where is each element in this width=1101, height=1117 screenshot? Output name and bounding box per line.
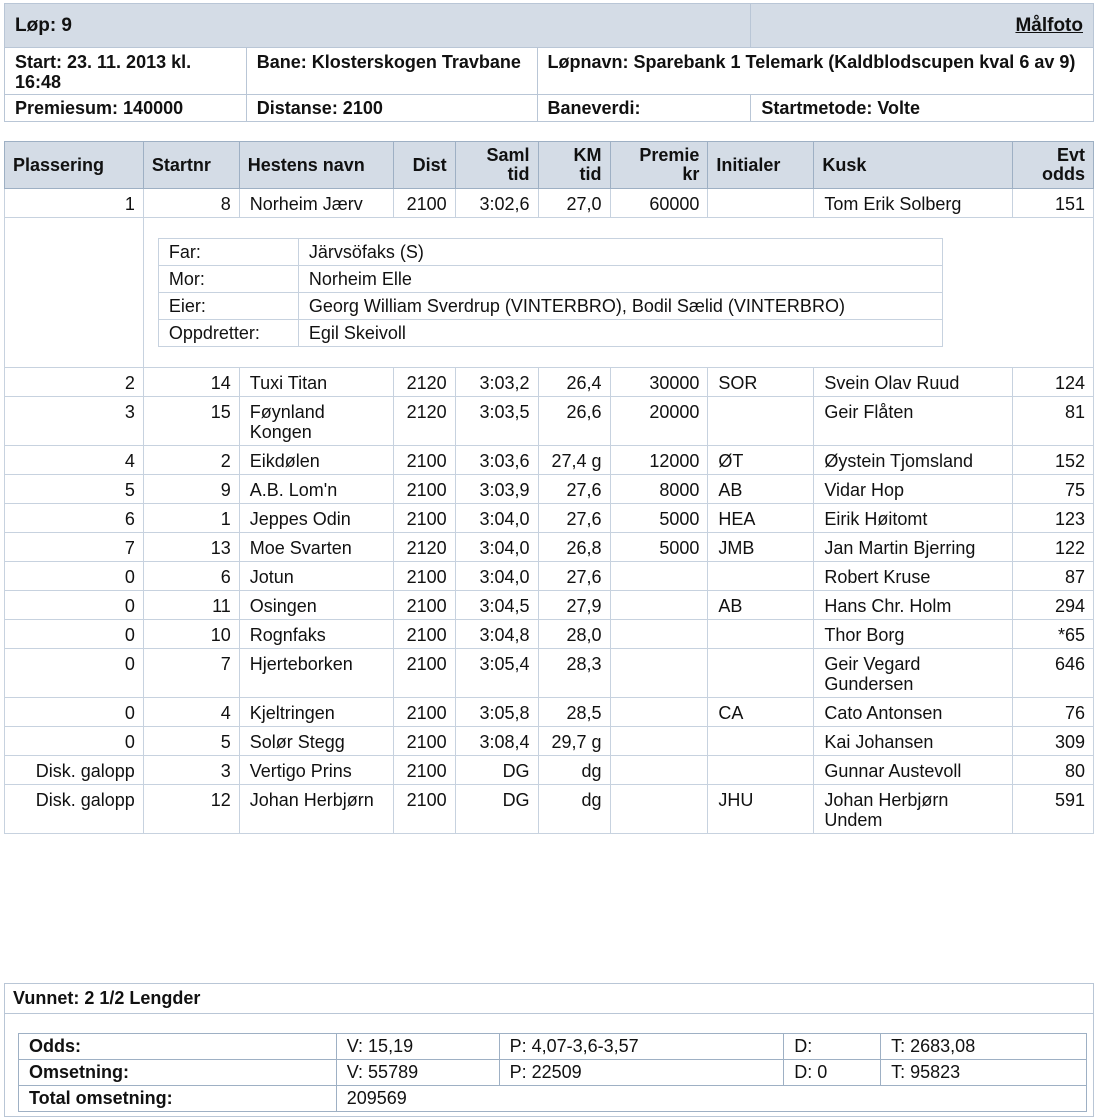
race-info-table: [4, 3, 1094, 122]
cell-startnr: 8: [143, 189, 239, 218]
cell-place: 0: [5, 562, 144, 591]
table-row[interactable]: [5, 727, 1094, 756]
horse-detail-table: [158, 238, 943, 347]
cell-dist: 2120: [393, 533, 455, 562]
cell-horse: Rognfaks: [239, 620, 393, 649]
col-header-startnr[interactable]: Startnr: [143, 142, 239, 189]
mother-label: Mor:: [158, 266, 298, 293]
cell-startnr: 9: [143, 475, 239, 504]
cell-odds: 151: [1013, 189, 1094, 218]
col-header-horse[interactable]: Hestens navn: [239, 142, 393, 189]
photo-finish-link[interactable]: Målfoto: [751, 4, 1094, 48]
cell-dist: 2100: [393, 504, 455, 533]
cell-total-time: DG: [455, 756, 538, 785]
cell-horse: Tuxi Titan: [239, 368, 393, 397]
cell-dist: 2100: [393, 446, 455, 475]
cell-initials: SOR: [708, 368, 814, 397]
cell-prize: 5000: [610, 533, 708, 562]
cell-km-time: 28,3: [538, 649, 610, 698]
cell-prize: 5000: [610, 504, 708, 533]
cell-total-time: 3:04,0: [455, 562, 538, 591]
cell-total-time: 3:05,4: [455, 649, 538, 698]
cell-km-time: dg: [538, 785, 610, 834]
cell-initials: AB: [708, 475, 814, 504]
odds-d: D:: [784, 1034, 881, 1060]
cell-initials: [708, 649, 814, 698]
cell-dist: 2100: [393, 698, 455, 727]
race-prize-sum: Premiesum: 140000: [5, 95, 247, 122]
cell-odds: 152: [1013, 446, 1094, 475]
col-header-total-time[interactable]: Saml tid: [455, 142, 538, 189]
race-track: Bane: Klosterskogen Travbane: [246, 48, 537, 95]
cell-horse: Osingen: [239, 591, 393, 620]
cell-prize: 12000: [610, 446, 708, 475]
turnover-v: V: 55789: [336, 1060, 499, 1086]
cell-driver: Hans Chr. Holm: [814, 591, 1013, 620]
cell-total-time: 3:03,2: [455, 368, 538, 397]
cell-dist: 2100: [393, 562, 455, 591]
cell-prize: 60000: [610, 189, 708, 218]
cell-horse: Solør Stegg: [239, 727, 393, 756]
cell-odds: *65: [1013, 620, 1094, 649]
owner-label: Eier:: [158, 293, 298, 320]
cell-initials: [708, 727, 814, 756]
cell-initials: [708, 189, 814, 218]
cell-horse: Hjerteborken: [239, 649, 393, 698]
cell-horse: A.B. Lom'n: [239, 475, 393, 504]
cell-startnr: 14: [143, 368, 239, 397]
cell-initials: AB: [708, 591, 814, 620]
race-start: Start: 23. 11. 2013 kl. 16:48: [5, 48, 247, 95]
mother-value: Norheim Elle: [298, 266, 942, 293]
results-header-row: [5, 142, 1094, 189]
odds-t: T: 2683,08: [881, 1034, 1087, 1060]
cell-prize: 30000: [610, 368, 708, 397]
cell-total-time: 3:04,8: [455, 620, 538, 649]
cell-driver: Geir Flåten: [814, 397, 1013, 446]
cell-horse: Eikdølen: [239, 446, 393, 475]
cell-initials: [708, 756, 814, 785]
cell-odds: 76: [1013, 698, 1094, 727]
breeder-label: Oppdretter:: [158, 320, 298, 347]
turnover-p: P: 22509: [499, 1060, 784, 1086]
cell-startnr: 3: [143, 756, 239, 785]
cell-driver: Vidar Hop: [814, 475, 1013, 504]
cell-horse: Jotun: [239, 562, 393, 591]
cell-driver: Johan Herbjørn Undem: [814, 785, 1013, 834]
cell-driver: Cato Antonsen: [814, 698, 1013, 727]
race-start-method: Startmetode: Volte: [751, 95, 1094, 122]
owner-value: Georg William Sverdrup (VINTERBRO), Bodil Sælid (VINTERBRO): [298, 293, 942, 320]
cell-place: 0: [5, 698, 144, 727]
cell-place: 0: [5, 620, 144, 649]
cell-horse: Kjeltringen: [239, 698, 393, 727]
cell-prize: [610, 698, 708, 727]
cell-odds: 591: [1013, 785, 1094, 834]
cell-startnr: 1: [143, 504, 239, 533]
cell-initials: [708, 562, 814, 591]
cell-place: 7: [5, 533, 144, 562]
cell-startnr: 11: [143, 591, 239, 620]
cell-startnr: 12: [143, 785, 239, 834]
cell-prize: 20000: [610, 397, 708, 446]
horse-detail-cell: [143, 218, 1093, 368]
cell-initials: [708, 620, 814, 649]
cell-initials: HEA: [708, 504, 814, 533]
turnover-d: D: 0: [784, 1060, 881, 1086]
total-turnover-label: Total omsetning:: [19, 1086, 337, 1112]
cell-driver: Robert Kruse: [814, 562, 1013, 591]
cell-place: 0: [5, 727, 144, 756]
cell-total-time: 3:04,0: [455, 504, 538, 533]
cell-prize: [610, 620, 708, 649]
cell-dist: 2100: [393, 475, 455, 504]
cell-place: 6: [5, 504, 144, 533]
cell-km-time: 26,8: [538, 533, 610, 562]
col-header-prize[interactable]: Premie kr: [610, 142, 708, 189]
cell-place: 0: [5, 591, 144, 620]
cell-initials: [708, 397, 814, 446]
table-row[interactable]: [5, 504, 1094, 533]
cell-dist: 2100: [393, 785, 455, 834]
cell-startnr: 15: [143, 397, 239, 446]
cell-odds: 122: [1013, 533, 1094, 562]
odds-label: Odds:: [19, 1034, 337, 1060]
cell-odds: 124: [1013, 368, 1094, 397]
col-header-driver[interactable]: Kusk: [814, 142, 1013, 189]
cell-dist: 2100: [393, 756, 455, 785]
cell-prize: [610, 591, 708, 620]
table-row[interactable]: [5, 475, 1094, 504]
cell-place: 1: [5, 189, 144, 218]
cell-horse: Føynland Kongen: [239, 397, 393, 446]
cell-initials: JMB: [708, 533, 814, 562]
cell-initials: JHU: [708, 785, 814, 834]
table-row[interactable]: [5, 591, 1094, 620]
cell-horse: Jeppes Odin: [239, 504, 393, 533]
cell-startnr: 7: [143, 649, 239, 698]
table-row[interactable]: [5, 562, 1094, 591]
cell-km-time: 26,4: [538, 368, 610, 397]
cell-total-time: 3:08,4: [455, 727, 538, 756]
table-row[interactable]: [5, 756, 1094, 785]
cell-total-time: 3:03,6: [455, 446, 538, 475]
total-turnover-value: 209569: [336, 1086, 1086, 1112]
cell-km-time: dg: [538, 756, 610, 785]
father-value: Järvsöfaks (S): [298, 239, 942, 266]
cell-dist: 2100: [393, 649, 455, 698]
cell-prize: [610, 562, 708, 591]
cell-odds: 309: [1013, 727, 1094, 756]
cell-startnr: 13: [143, 533, 239, 562]
breeder-value: Egil Skeivoll: [298, 320, 942, 347]
cell-dist: 2100: [393, 591, 455, 620]
cell-place: 3: [5, 397, 144, 446]
cell-odds: 80: [1013, 756, 1094, 785]
cell-total-time: DG: [455, 785, 538, 834]
cell-startnr: 10: [143, 620, 239, 649]
cell-driver: Gunnar Austevoll: [814, 756, 1013, 785]
cell-horse: Vertigo Prins: [239, 756, 393, 785]
cell-place: 2: [5, 368, 144, 397]
cell-horse: Norheim Jærv: [239, 189, 393, 218]
cell-startnr: 6: [143, 562, 239, 591]
cell-place: Disk. galopp: [5, 756, 144, 785]
cell-startnr: 2: [143, 446, 239, 475]
table-row[interactable]: [5, 698, 1094, 727]
cell-km-time: 26,6: [538, 397, 610, 446]
table-row[interactable]: [5, 620, 1094, 649]
cell-place: 5: [5, 475, 144, 504]
results-table: [4, 141, 1094, 834]
odds-row: [19, 1034, 1087, 1060]
col-header-dist[interactable]: Dist: [393, 142, 455, 189]
turnover-label: Omsetning:: [19, 1060, 337, 1086]
cell-total-time: 3:03,9: [455, 475, 538, 504]
col-header-odds[interactable]: Evt odds: [1013, 142, 1094, 189]
cell-total-time: 3:03,5: [455, 397, 538, 446]
table-row[interactable]: [5, 397, 1094, 446]
cell-odds: 81: [1013, 397, 1094, 446]
turnover-row: [19, 1060, 1087, 1086]
cell-prize: [610, 756, 708, 785]
col-header-initials[interactable]: Initialer: [708, 142, 814, 189]
horse-detail-row: [5, 218, 1094, 368]
cell-initials: ØT: [708, 446, 814, 475]
cell-prize: [610, 649, 708, 698]
cell-km-time: 28,0: [538, 620, 610, 649]
cell-dist: 2100: [393, 620, 455, 649]
cell-km-time: 29,7 g: [538, 727, 610, 756]
cell-driver: Svein Olav Ruud: [814, 368, 1013, 397]
table-row[interactable]: [5, 785, 1094, 834]
table-row[interactable]: [5, 649, 1094, 698]
turnover-t: T: 95823: [881, 1060, 1087, 1086]
cell-odds: 294: [1013, 591, 1094, 620]
cell-total-time: 3:04,0: [455, 533, 538, 562]
cell-km-time: 27,9: [538, 591, 610, 620]
cell-driver: Tom Erik Solberg: [814, 189, 1013, 218]
cell-place: 0: [5, 649, 144, 698]
cell-initials: CA: [708, 698, 814, 727]
cell-dist: 2100: [393, 727, 455, 756]
cell-km-time: 27,4 g: [538, 446, 610, 475]
cell-dist: 2100: [393, 189, 455, 218]
cell-driver: Kai Johansen: [814, 727, 1013, 756]
horse-detail-spacer: [5, 218, 144, 368]
cell-km-time: 27,6: [538, 562, 610, 591]
total-turnover-row: [19, 1086, 1087, 1112]
cell-prize: [610, 785, 708, 834]
cell-driver: Geir Vegard Gundersen: [814, 649, 1013, 698]
won-margin: Vunnet: 2 1/2 Lengder: [5, 984, 1093, 1014]
col-header-km-time[interactable]: KM tid: [538, 142, 610, 189]
cell-dist: 2120: [393, 397, 455, 446]
odds-table: [18, 1033, 1087, 1112]
cell-km-time: 28,5: [538, 698, 610, 727]
cell-driver: Eirik Høitomt: [814, 504, 1013, 533]
race-track-value: Baneverdi:: [537, 95, 751, 122]
table-row[interactable]: [5, 189, 1094, 218]
summary-panel: [4, 983, 1094, 1117]
cell-horse: Johan Herbjørn: [239, 785, 393, 834]
cell-km-time: 27,0: [538, 189, 610, 218]
cell-total-time: 3:05,8: [455, 698, 538, 727]
cell-horse: Moe Svarten: [239, 533, 393, 562]
cell-driver: Øystein Tjomsland: [814, 446, 1013, 475]
table-row[interactable]: [5, 446, 1094, 475]
cell-total-time: 3:04,5: [455, 591, 538, 620]
cell-driver: Thor Borg: [814, 620, 1013, 649]
odds-v: V: 15,19: [336, 1034, 499, 1060]
odds-p: P: 4,07-3,6-3,57: [499, 1034, 784, 1060]
race-name: Løpnavn: Sparebank 1 Telemark (Kaldblodscupen kval 6 av 9): [537, 48, 1093, 95]
cell-prize: [610, 727, 708, 756]
cell-odds: 646: [1013, 649, 1094, 698]
cell-startnr: 5: [143, 727, 239, 756]
cell-dist: 2120: [393, 368, 455, 397]
cell-driver: Jan Martin Bjerring: [814, 533, 1013, 562]
cell-odds: 123: [1013, 504, 1094, 533]
cell-km-time: 27,6: [538, 504, 610, 533]
race-title: Løp: 9: [5, 4, 751, 48]
table-row[interactable]: [5, 533, 1094, 562]
cell-odds: 75: [1013, 475, 1094, 504]
father-label: Far:: [158, 239, 298, 266]
cell-startnr: 4: [143, 698, 239, 727]
race-distance: Distanse: 2100: [246, 95, 537, 122]
cell-prize: 8000: [610, 475, 708, 504]
col-header-place[interactable]: Plassering: [5, 142, 144, 189]
cell-place: 4: [5, 446, 144, 475]
table-row[interactable]: [5, 368, 1094, 397]
cell-total-time: 3:02,6: [455, 189, 538, 218]
cell-km-time: 27,6: [538, 475, 610, 504]
cell-odds: 87: [1013, 562, 1094, 591]
cell-place: Disk. galopp: [5, 785, 144, 834]
